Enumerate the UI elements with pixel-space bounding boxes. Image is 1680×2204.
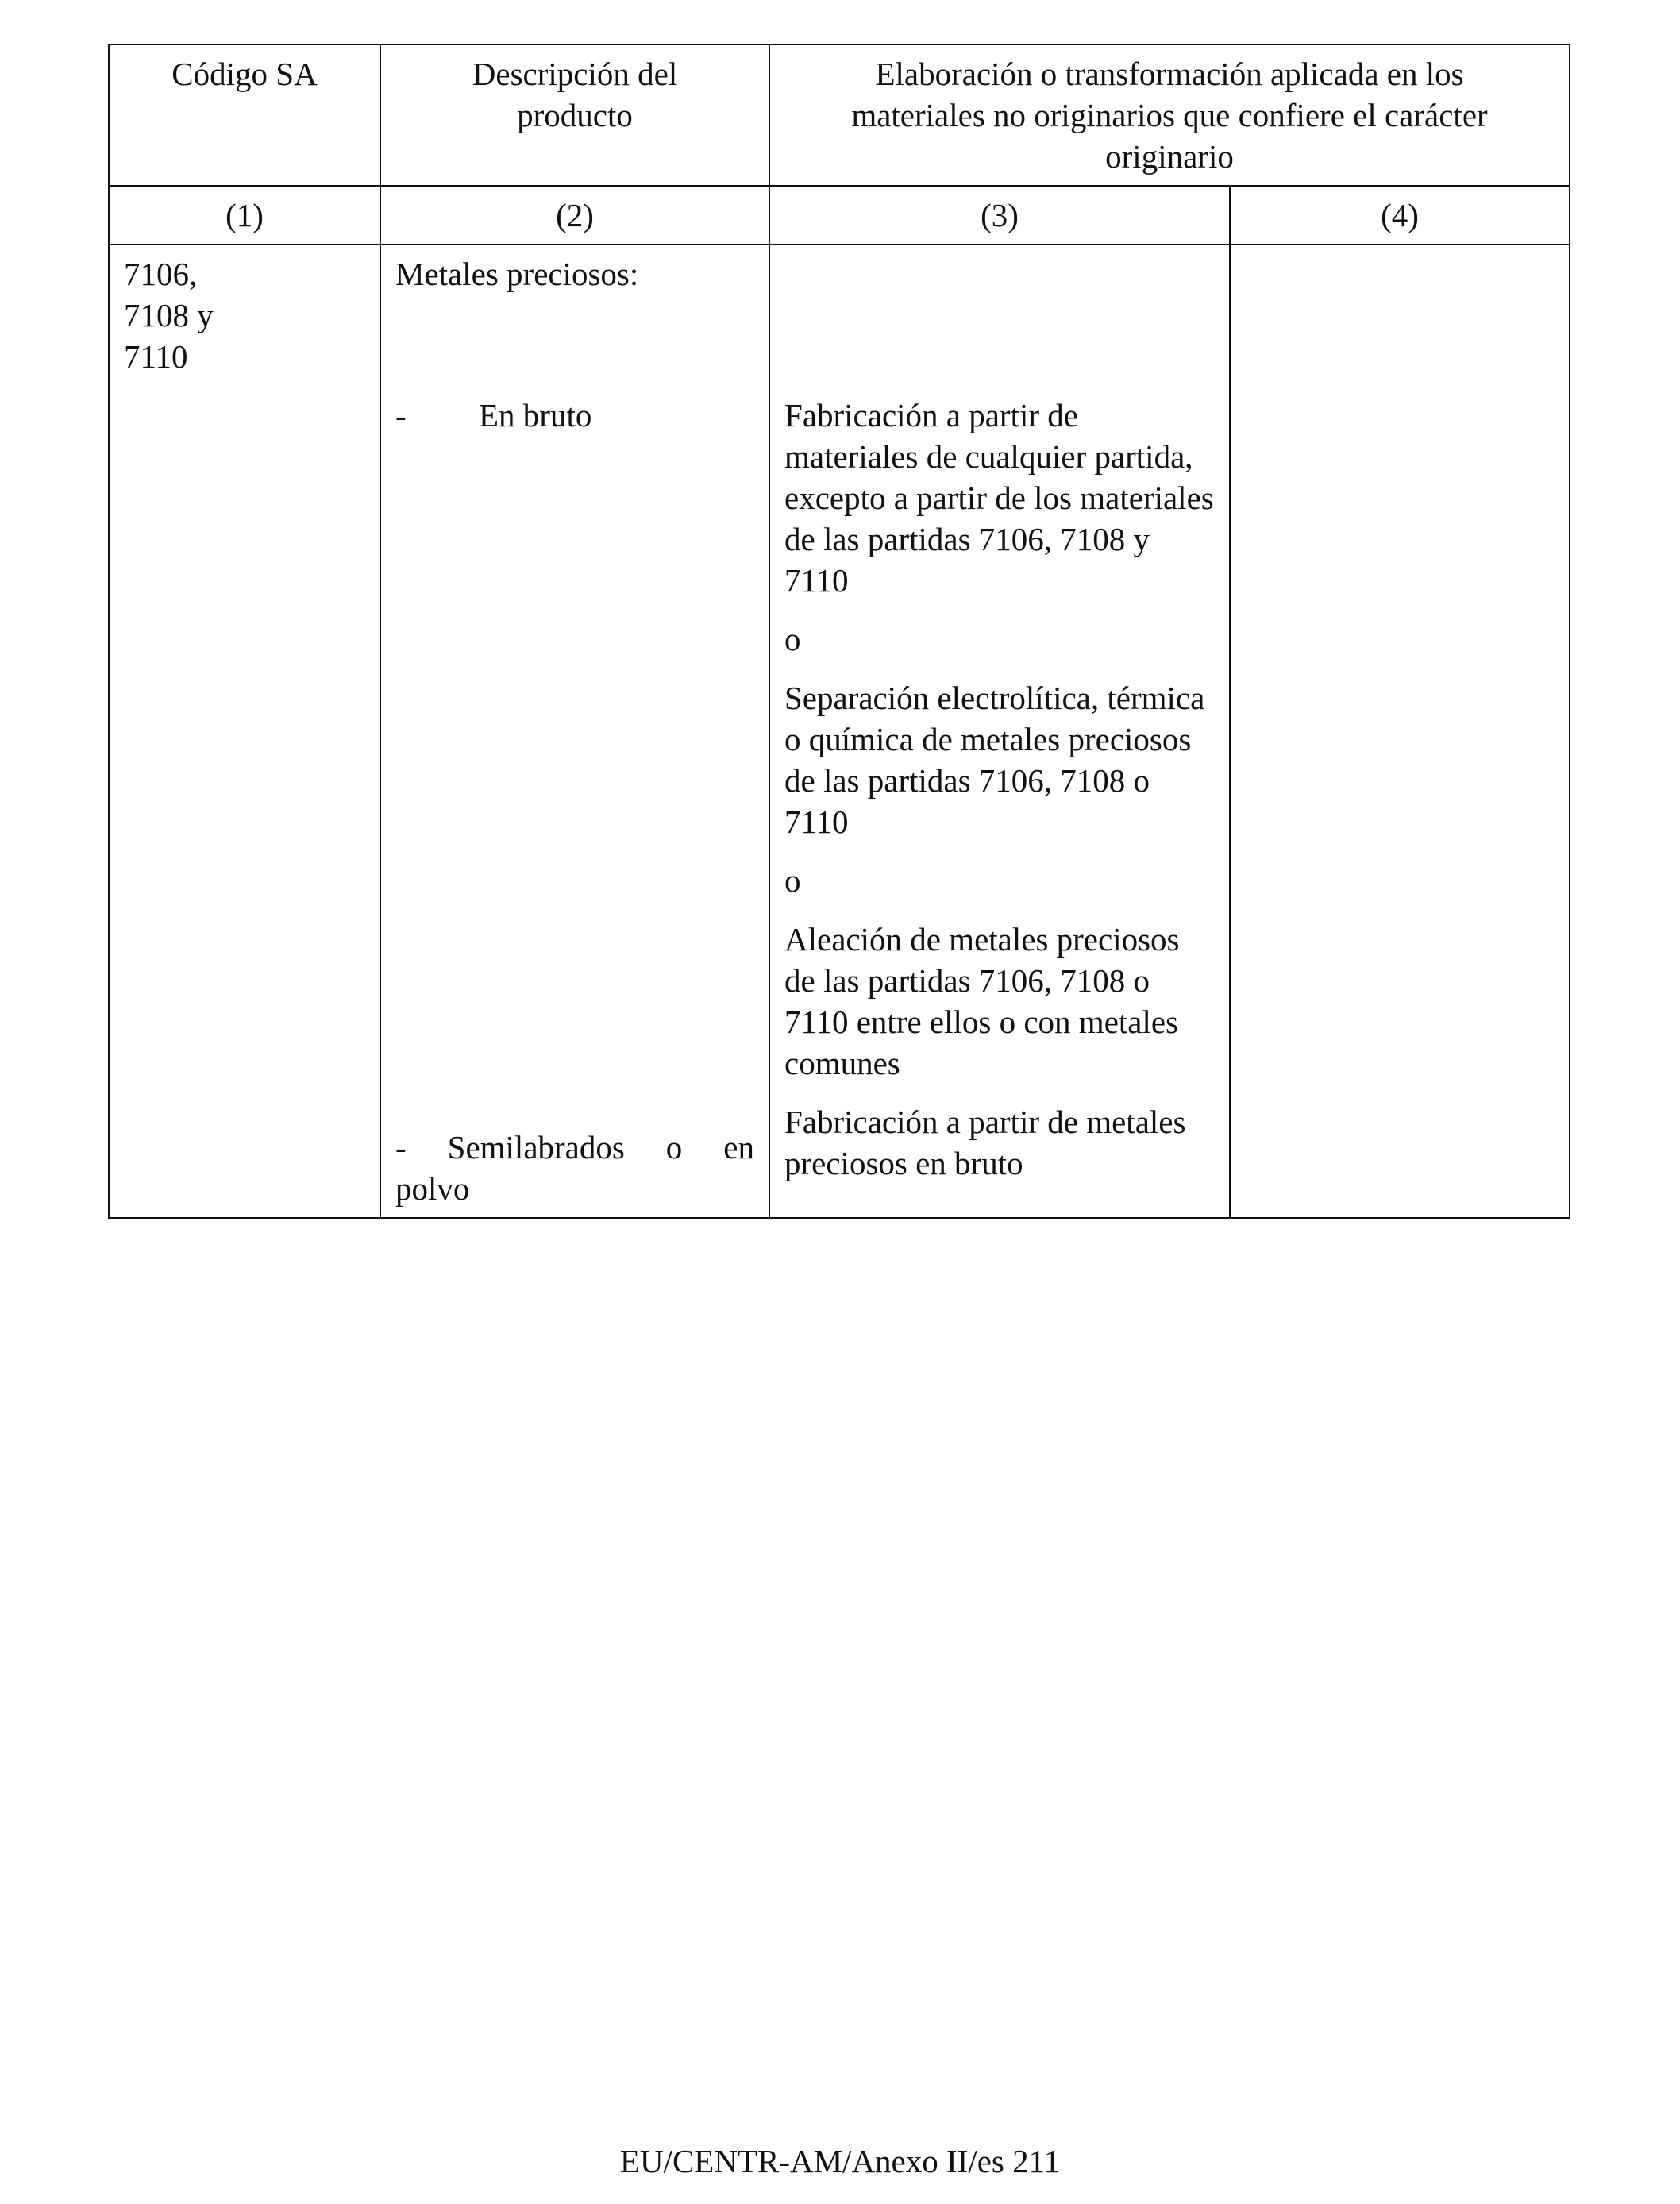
item-label-line2: polvo <box>395 1170 470 1207</box>
header-codigo-sa-text: Código SA <box>171 56 318 92</box>
rule-connector: o <box>784 862 801 899</box>
description-title: Metales preciosos: <box>395 256 639 292</box>
header-codigo-sa <box>109 44 380 186</box>
header-elaboracion-text: Elaboración o transformación aplicada en los materiales no originarios que confiere el carácter originario <box>851 56 1488 175</box>
code-line: 7110 <box>124 338 188 375</box>
header-row <box>109 44 1570 186</box>
code-cell <box>109 245 380 1218</box>
column-4-cell <box>1230 245 1570 1218</box>
item-label-line1: Semilabrados o en <box>447 1129 754 1166</box>
column-number-1: (1) <box>109 186 380 245</box>
item-label: En bruto <box>479 397 592 433</box>
code-line: 7108 y <box>124 297 214 333</box>
rule-connector: o <box>784 621 801 657</box>
data-row <box>109 245 1570 1218</box>
rule-text: Separación electrolítica, térmica o química de metales preciosos de las partidas 7106, 7108 o 7110 <box>784 680 1205 840</box>
column-number-2: (2) <box>380 186 769 245</box>
page-footer: EU/CENTR-AM/Anexo II/es 211 <box>619 2143 1061 2179</box>
header-descripcion-text: Descripción del producto <box>472 56 678 133</box>
rule-text: Fabricación a partir de materiales de cualquier partida, excepto a partir de los materiales de las partidas 7106, 7108 y 7110 <box>784 397 1214 599</box>
rules-cell <box>769 245 1230 1218</box>
code-line: 7106, <box>124 256 198 292</box>
header-elaboracion <box>769 44 1570 186</box>
column-number-row <box>109 186 1570 245</box>
rule-text: Fabricación a partir de metales preciosos en bruto <box>784 1104 1186 1181</box>
rule-text: Aleación de metales preciosos de las partidas 7106, 7108 o 7110 entre ellos o con metales comunes <box>784 921 1180 1081</box>
column-number-4: (4) <box>1230 186 1570 245</box>
description-item-en-bruto <box>395 395 754 436</box>
column-number-3: (3) <box>769 186 1230 245</box>
description-cell <box>380 245 769 1218</box>
item-dash: - <box>395 1129 407 1166</box>
header-descripcion <box>380 44 769 186</box>
item-dash: - <box>395 397 407 433</box>
description-item-semilabrados <box>395 1127 754 1168</box>
rules-of-origin-table <box>108 44 1570 1219</box>
